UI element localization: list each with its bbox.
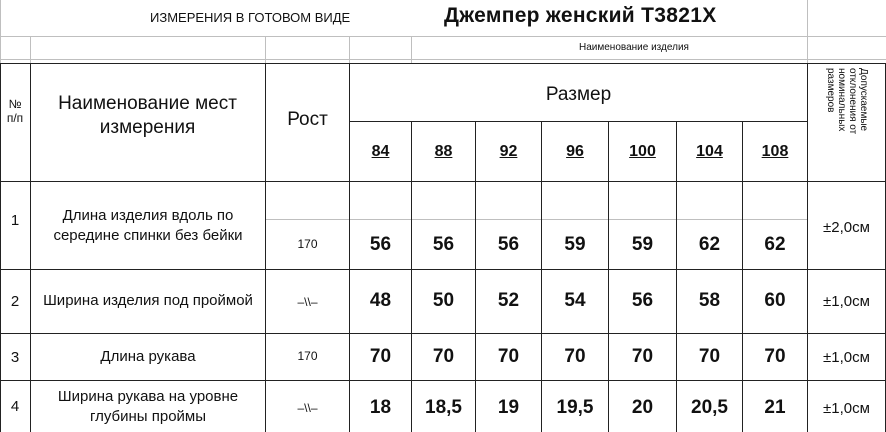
row-2-value-96: 54 bbox=[564, 290, 586, 311]
size-label-96: 96 bbox=[566, 143, 584, 160]
row-4-value-92: 19 bbox=[497, 397, 520, 418]
column-header-tolerance: Допускаемые отклонения от номинальных размеров bbox=[825, 68, 869, 135]
row-1-value-96: 59 bbox=[564, 234, 586, 255]
row-2-value-84: 48 bbox=[369, 290, 392, 311]
row-1-tolerance: ±2,0см bbox=[823, 218, 870, 236]
row-4-measure-name: Ширина рукава на уровне глубины проймы bbox=[57, 388, 239, 425]
row-2-value-88: 50 bbox=[432, 290, 455, 311]
row-2-number: 2 bbox=[10, 293, 20, 310]
row-4-value-96: 19,5 bbox=[556, 397, 594, 418]
row-3-height: 170 bbox=[297, 349, 318, 363]
column-header-number: № п/п bbox=[6, 97, 24, 125]
row-1-value-88: 56 bbox=[432, 234, 455, 255]
size-label-100: 100 bbox=[629, 143, 656, 160]
row-1-value-84: 56 bbox=[369, 234, 392, 255]
row-1-measure-name: Длина изделия вдоль по середине спинки без бейки bbox=[53, 207, 243, 244]
row-3-tolerance: ±1,0см bbox=[823, 348, 870, 366]
column-header-measure-name: Наименование мест измерения bbox=[58, 93, 237, 138]
row-4-value-100: 20 bbox=[631, 397, 654, 418]
row-3-value-84: 70 bbox=[369, 346, 392, 367]
row-3-measure-name: Длина рукава bbox=[100, 348, 196, 365]
row-1-value-104: 62 bbox=[698, 234, 721, 255]
row-2-measure-name: Ширина изделия под проймой bbox=[43, 292, 253, 309]
row-4-number: 4 bbox=[10, 398, 20, 415]
row-3-value-96: 70 bbox=[564, 346, 586, 367]
row-4-value-84: 18 bbox=[369, 397, 392, 418]
column-header-height: Рост bbox=[287, 109, 328, 130]
row-1-value-108: 62 bbox=[764, 234, 786, 255]
row-3-value-100: 70 bbox=[631, 346, 654, 367]
row-4-value-108: 21 bbox=[764, 397, 786, 418]
row-2-value-92: 52 bbox=[497, 290, 520, 311]
row-1-height: 170 bbox=[297, 237, 318, 251]
row-1-value-100: 59 bbox=[631, 234, 654, 255]
measurements-caption: ИЗМЕРЕНИЯ В ГОТОВОМ ВИДЕ bbox=[150, 10, 351, 25]
size-label-84: 84 bbox=[371, 143, 390, 160]
product-name-caption: Наименование изделия bbox=[579, 42, 689, 53]
row-1-number: 1 bbox=[10, 212, 20, 229]
row-2-value-100: 56 bbox=[631, 290, 654, 311]
size-label-104: 104 bbox=[696, 143, 723, 160]
row-3-value-88: 70 bbox=[432, 346, 455, 367]
row-1-value-92: 56 bbox=[497, 234, 520, 255]
row-3-number: 3 bbox=[10, 348, 20, 366]
row-3-value-104: 70 bbox=[698, 346, 721, 367]
row-3-value-108: 70 bbox=[764, 346, 786, 367]
row-4-value-104: 20,5 bbox=[691, 397, 728, 418]
size-label-108: 108 bbox=[761, 143, 789, 160]
column-header-size: Размер bbox=[545, 84, 612, 105]
row-4-tolerance: ±1,0см bbox=[823, 399, 870, 417]
row-3-value-92: 70 bbox=[497, 346, 520, 367]
row-2-value-104: 58 bbox=[698, 290, 721, 311]
row-4-value-88: 18,5 bbox=[425, 397, 462, 418]
row-4-height: –\\– bbox=[297, 401, 318, 415]
product-title: Джемпер женский Т3821Х bbox=[444, 4, 717, 27]
row-2-height: –\\– bbox=[297, 295, 318, 309]
row-2-tolerance: ±1,0см bbox=[823, 292, 870, 310]
size-label-92: 92 bbox=[499, 143, 518, 160]
size-label-88: 88 bbox=[434, 143, 453, 160]
row-2-value-108: 60 bbox=[764, 290, 786, 311]
